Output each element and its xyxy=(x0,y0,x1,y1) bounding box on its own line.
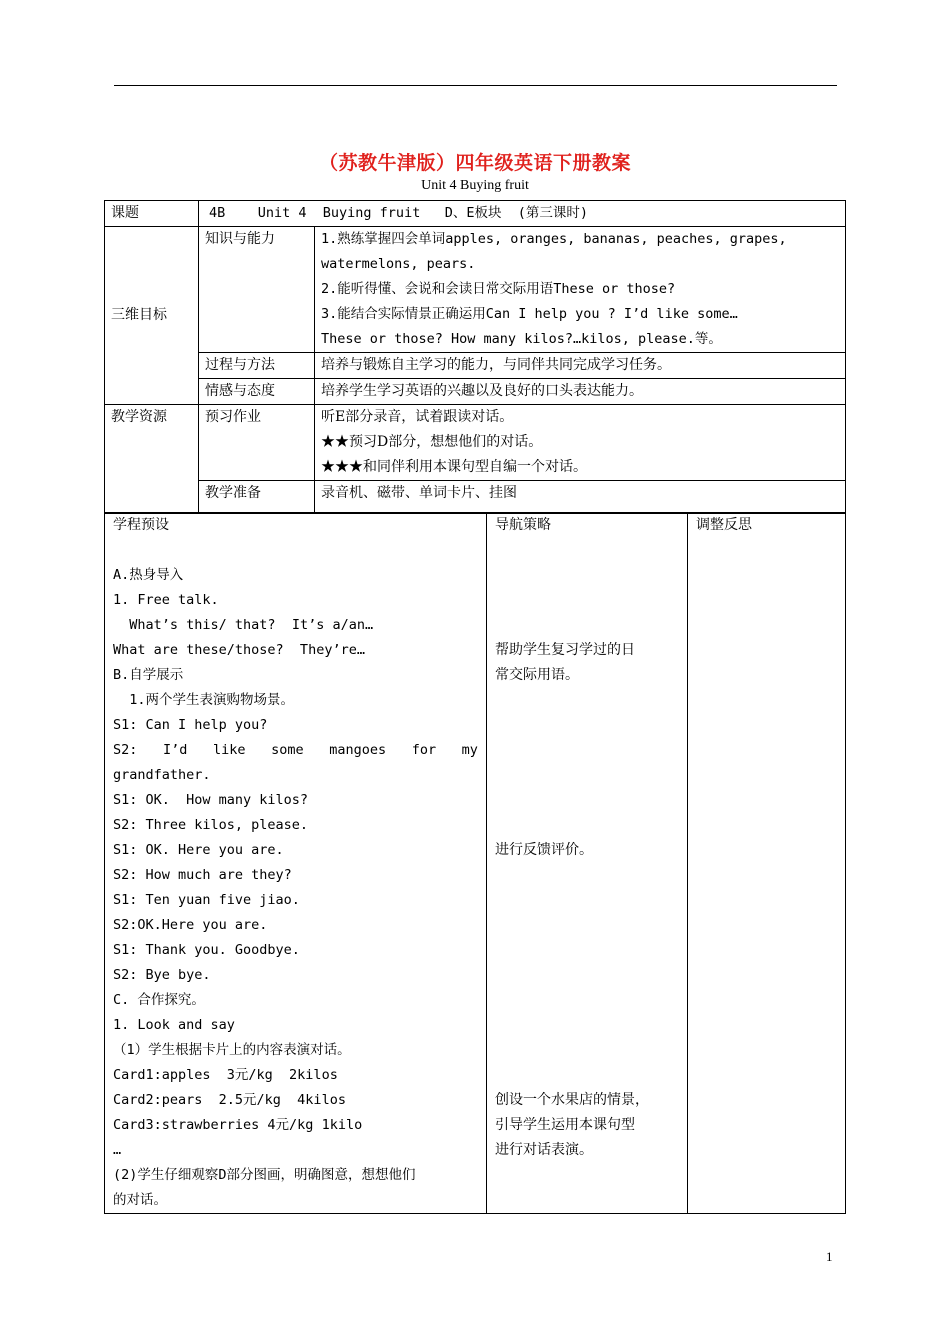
strategy-line xyxy=(495,688,679,713)
strategy-line xyxy=(495,813,679,838)
step-line: 1. Free talk. xyxy=(113,592,219,608)
step-line: Card1:apples 3元/kg 2kilos xyxy=(113,1067,338,1083)
strategy-line xyxy=(495,1063,679,1088)
step-line: 1.两个学生表演购物场景。 xyxy=(113,692,295,708)
strategy-column xyxy=(487,513,688,1214)
strategy-line xyxy=(495,538,679,563)
step-line: S2: Bye bye. xyxy=(113,967,211,983)
lesson-info-table xyxy=(104,200,846,514)
reflection-column xyxy=(688,513,846,1214)
step-line: S1: Can I help you? xyxy=(113,717,268,733)
step-line: Card3:strawberries 4元/kg 1kilo xyxy=(113,1117,363,1133)
teaching-steps-table xyxy=(104,512,846,1214)
word: some xyxy=(271,742,304,758)
page-number: 1 xyxy=(826,1249,833,1264)
steps-column xyxy=(105,513,487,1214)
step-line: 的对话。 xyxy=(113,1192,167,1208)
strategy-line xyxy=(495,713,679,738)
knowledge-line: 1.熟练掌握四会单词apples, oranges, bananas, peaches, grapes, xyxy=(321,231,787,247)
preview-line: ★★★和同伴利用本课句型自编一个对话。 xyxy=(321,459,587,475)
step-line: S1: Ten yuan five jiao. xyxy=(113,892,300,908)
step-line: C. 合作探究。 xyxy=(113,992,205,1008)
strategy-line: 帮助学生复习学过的日 xyxy=(495,642,635,658)
steps-header: 学程预设 xyxy=(113,517,169,533)
process-value: 培养与锻炼自主学习的能力，与同伴共同完成学习任务。 xyxy=(315,353,846,379)
strategy-line xyxy=(495,938,679,963)
preview-line: 听E部分录音，试着跟读对话。 xyxy=(321,409,514,425)
attitude-row xyxy=(105,379,846,405)
step-line: S1: Thank you. Goodbye. xyxy=(113,942,300,958)
strategy-header: 导航策略 xyxy=(495,517,551,533)
step-line: A.热身导入 xyxy=(113,567,184,583)
strategy-line xyxy=(495,988,679,1013)
word: S2: xyxy=(113,742,138,758)
attitude-value: 培养学生学习英语的兴趣以及良好的口头表达能力。 xyxy=(315,379,846,405)
step-line: … xyxy=(113,1142,122,1158)
word: for xyxy=(411,742,437,758)
steps-row xyxy=(105,513,846,1214)
step-line: What are these/those? They’re… xyxy=(113,642,365,658)
step-line: S2: Three kilos, please. xyxy=(113,817,309,833)
prep-label: 教学准备 xyxy=(199,481,315,514)
strategy-line: 常交际用语。 xyxy=(495,667,579,683)
word: my xyxy=(461,742,478,758)
reflection-header: 调整反思 xyxy=(696,517,752,533)
step-line: S1: OK. Here you are. xyxy=(113,842,284,858)
strategy-line xyxy=(495,1013,679,1038)
document-subtitle: Unit 4 Buying fruit xyxy=(421,178,529,193)
knowledge-line: 2.能听得懂、会说和会读日常交际用语These or those? xyxy=(321,281,676,297)
strategy-line xyxy=(495,763,679,788)
knowledge-label: 知识与能力 xyxy=(199,227,315,353)
strategy-line: 进行对话表演。 xyxy=(495,1142,593,1158)
resources-label: 教学资源 xyxy=(105,405,199,514)
word: like xyxy=(212,742,246,758)
word: I’d xyxy=(162,742,188,758)
step-line: S1: OK. How many kilos? xyxy=(113,792,309,808)
strategy-lines xyxy=(495,538,679,1163)
prep-row xyxy=(105,481,846,514)
step-line: grandfather. xyxy=(113,767,211,783)
preview-row xyxy=(105,405,846,481)
step-line: （1）学生根据卡片上的内容表演对话。 xyxy=(113,1042,351,1058)
strategy-line: 引导学生运用本课句型 xyxy=(495,1117,635,1133)
strategy-line xyxy=(495,888,679,913)
step-line: 1. Look and say xyxy=(113,1017,235,1033)
strategy-line xyxy=(495,963,679,988)
step-line: S2: How much are they? xyxy=(113,867,292,883)
attitude-label: 情感与态度 xyxy=(199,379,315,405)
preview-label: 预习作业 xyxy=(199,405,315,481)
strategy-line: 进行反馈评价。 xyxy=(495,842,593,858)
process-label: 过程与方法 xyxy=(199,353,315,379)
strategy-line xyxy=(495,613,679,638)
process-row xyxy=(105,353,846,379)
knowledge-line: These or those? How many kilos?…kilos, please.等。 xyxy=(321,331,722,347)
preview-content xyxy=(315,405,846,481)
step-line: What’s this/ that? It’s a/an… xyxy=(113,617,374,633)
strategy-line xyxy=(495,563,679,588)
step-line: S2:OK.Here you are. xyxy=(113,917,268,933)
knowledge-content xyxy=(315,227,846,353)
strategy-line xyxy=(495,913,679,938)
topic-value: 4B Unit 4 Buying fruit D、E板块 (第三课时) xyxy=(209,205,588,221)
prep-value: 录音机、磁带、单词卡片、挂图 xyxy=(315,481,846,514)
strategy-line: 创设一个水果店的情景， xyxy=(495,1092,649,1108)
objectives-label: 三维目标 xyxy=(105,227,199,405)
preview-line: ★★预习D部分，想想他们的对话。 xyxy=(321,434,543,450)
strategy-line xyxy=(495,588,679,613)
strategy-line xyxy=(495,863,679,888)
knowledge-line: watermelons, pears. xyxy=(321,256,476,272)
word: mangoes xyxy=(329,742,387,758)
knowledge-line: 3.能结合实际情景正确运用Can I help you ? I’d like some… xyxy=(321,306,738,322)
document-title: （苏教牛津版）四年级英语下册教案 xyxy=(318,152,631,174)
topic-row xyxy=(105,201,846,227)
header-rule xyxy=(114,85,837,86)
step-line: Card2:pears 2.5元/kg 4kilos xyxy=(113,1092,346,1108)
knowledge-row xyxy=(105,227,846,353)
strategy-line xyxy=(495,788,679,813)
strategy-line xyxy=(495,1038,679,1063)
strategy-line xyxy=(495,738,679,763)
step-line: B.自学展示 xyxy=(113,667,184,683)
step-line: (2)学生仔细观察D部分图画，明确图意，想想他们 xyxy=(113,1167,416,1183)
topic-label: 课题 xyxy=(105,201,199,227)
step-line-justified xyxy=(113,738,478,763)
